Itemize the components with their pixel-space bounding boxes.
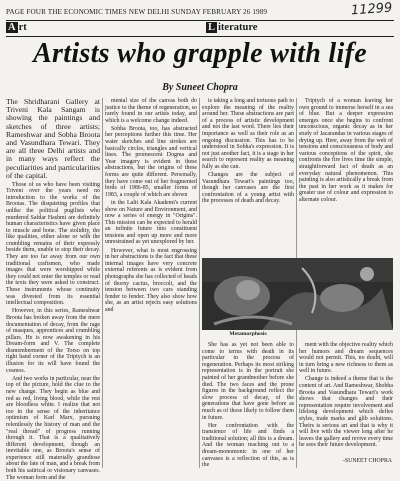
article-column-4	[299, 98, 393, 256]
section-literature-initial: L	[208, 22, 216, 33]
column-divider	[102, 98, 103, 468]
section-art-initial: A	[8, 22, 16, 33]
article-column-1	[6, 97, 100, 481]
article-paragraph: mental size of the canvas both do justice to the theme of regeneration, so rarely found in our artists today, and which is a welcome change indeed.	[105, 98, 197, 124]
column-divider	[199, 98, 200, 468]
article-column-4-lower	[299, 342, 393, 456]
article-paragraph: Change is indeed a theme that is the content of art. And Rameshwar, Shobha Broota and Vasundhara Tewari's work shows that changes and their representation require involvement and lifelong development which defies styles, trade marks and glib solutions. Theirs is serious art and that is why it will live with the viewer long after he leaves the gallery and revive every time he sees their future development.	[299, 376, 393, 449]
article-column-3	[202, 98, 294, 256]
article-paragraph: ment with the objective reality which her humors and dream sequences would not permit. This, no doubt, will in turn bring a new richness to them as well in future.	[299, 342, 393, 375]
lead-paragraph: The Shridharani Gallery at Triveni Kala Sangam is showing the paintings and sketches of three artists; Rameshwar and Sobha Broota and Vasundhara Tewari. They are all three Delhi artists and in many ways reflect the peculiarities and particularities of the capital.	[6, 97, 100, 180]
figure-caption: Metamorphosis	[229, 331, 267, 337]
article-paragraph: However, what is most engrossing in her abstractions is the fact that these internal images have very concrete external referents as is evident from photographs she has collected of heads of thorny cactus, broccoli, and the tension between two cars standing fender to fender. They also show how she, as an artist rejects easy solutions and	[105, 247, 197, 313]
article-paragraph: Changes are the subject of Vasundhara Tewari's paintings too, though her canvases are the first confrontation of a young artist with the processes of death and decay.	[202, 172, 294, 205]
masthead: PAGE FOUR THE ECONOMIC TIMES NEW DELHI SUNDAY FEBRUARY 26 1989	[6, 8, 268, 16]
article-paragraph: Those of us who have been visiting Triveni over the years need no introduction to the works of the Brootas. The disquieting profiles that unlike the political pugilists who murdered Safdar Hashmi are definitely human characteristics have given place to muscle and bone. The stolidity, the like qualities, either alone or with the crumbling remains of their expressly beside them, unable to stop their decay. They are too far away from our own traditional craftsmen, who made images that were worshipped while they could not enter the temples or read the texts they were asked to construct. These instruments whose continuity was divested from its essential intellectual composition.	[6, 181, 100, 307]
metamorphosis-painting	[202, 258, 393, 330]
top-rule	[6, 20, 394, 21]
article-paragraph: She has as yet not been able to come to terms with death in its particular in the process of regeneration. Perhaps its most striking representation is in the portrait she painted of her grandmother before she died. The two faces and the prone figures in the background reflect the slow process of decay, of the generations that have gone before as much as of those likely to follow them in future.	[202, 342, 294, 421]
article-paragraph: And two works in particular, near the top of the picture, hold the clue to the new change. They begin as blue and red as red, living blood, while the rest are bloodless white. I realize that not too in the sense of the inheritance optimism of Karl Marx, pursuing relentlessly the history of man and the "real thread" of progress running through it. That is a qualitatively different development, though an inevitable one, as Broota's sense of experience still materially grandiose about the fate of man, and a break from both his satirical or visionary canvases. The woman form and the	[6, 375, 100, 481]
article-paragraph: Her confrontation with the transience of life and finds a traditional solution; all this is a dream. And the woman reaching out to a dream-monomonic in one of her canvases is a reflection of this, as is the	[202, 422, 294, 469]
article-column-3-lower	[202, 342, 294, 468]
article-column-2	[105, 98, 197, 468]
section-art-rest: rt	[18, 22, 27, 33]
column-1-body	[6, 182, 100, 481]
section-label-art	[6, 22, 27, 33]
article-paragraph: Triptych of a woman leaving her own ground to immerse herself in a sea of blue. But a deeper expression emerges once she begins to confront unconscious, organic decay as in her study of Jacarandas in various stages of drying up. Here, away from the web of tensions and consciousness of body and various conceptions of the spirit, she confronts the fire lives time the simple, straightforward fact of death as an everyday natural phenomenon. This painting is also artistically a break from the past in her work as it makes for greater use of colour and expression to alternate colour.	[299, 98, 393, 203]
article-paragraph: in the Lalit Kala Akademi's current show on Nature and Environment, and now a series of energy in "Origins". This mission can be expected to herald an infinite future into constituent tensions and open up more and more unrestrained as yet unexplored by her.	[105, 199, 197, 246]
article-paragraph: Sobha Broota, too, has abstracted her perceptions further this time. Her water sketches and line strokes are basically circles, triangles and vertical lines. The promescent Dogma and Year imagery is evident in these abstractions, but the origins of these forms are quite different. Personally, they have come out of her fragmented birds of 1986-85, smaller forms of 1983, a couple of which are shown	[105, 125, 197, 198]
section-literature-rest: iterature	[218, 22, 258, 33]
article-paragraph: is taking a long and tortuous path to explore the meaning of the reality around her. These abstractions are part of a process of artistic development and not the last word. There lies their importance as well as their role as an ongoing discussion. This has to be understood in Sobha's expression. It is not just another fact, it is a stage in her search to represent reality as meaning fully as she can.	[202, 98, 294, 170]
article-headline: Artists who grapple with life	[33, 38, 367, 69]
section-rule	[6, 36, 394, 37]
section-label-literature	[206, 22, 257, 33]
painting-image	[202, 258, 393, 330]
author-signoff: -SUNEET CHOPRA	[342, 458, 392, 464]
handwritten-note: 11299	[350, 0, 393, 19]
article-byline: By Suneet Chopra	[162, 82, 238, 93]
article-paragraph: However, in this series, Rameshwar Broota has broken away from the mere documentation of decay, from the rage of masques, apprentices and crumbling pillars. He is now awakening in his Dream-form and V. The complete dismemberment of the Torso on top right hand corner of the Triptych is an illusion for its will have found the cosmos.	[6, 308, 100, 374]
